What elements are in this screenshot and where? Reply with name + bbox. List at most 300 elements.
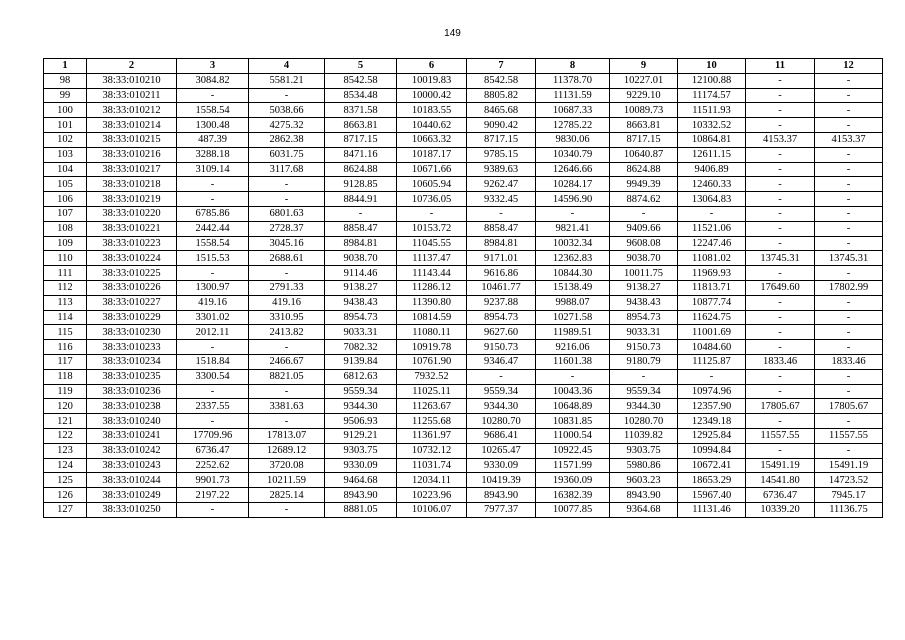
table-cell: 38:33:010226 bbox=[87, 280, 177, 295]
table-cell: 101 bbox=[44, 118, 87, 133]
table-body bbox=[44, 73, 883, 517]
column-header: 5 bbox=[325, 59, 397, 74]
table-row bbox=[44, 473, 883, 488]
table-cell: 3045.16 bbox=[249, 236, 325, 251]
table-row bbox=[44, 414, 883, 429]
table-cell: 38:33:010233 bbox=[87, 340, 177, 355]
table-cell: 10032.34 bbox=[536, 236, 610, 251]
table-cell: 9409.66 bbox=[610, 221, 678, 236]
column-header: 12 bbox=[815, 59, 883, 74]
table-cell: 12100.88 bbox=[678, 73, 746, 88]
column-header: 9 bbox=[610, 59, 678, 74]
table-cell: 10153.72 bbox=[397, 221, 467, 236]
table-cell: 1518.84 bbox=[177, 354, 249, 369]
table-cell: 9237.88 bbox=[467, 295, 536, 310]
table-cell: - bbox=[610, 369, 678, 384]
table-cell: 108 bbox=[44, 221, 87, 236]
table-cell: 12611.15 bbox=[678, 147, 746, 162]
table-cell: 3720.08 bbox=[249, 458, 325, 473]
table-cell: - bbox=[177, 266, 249, 281]
table-row bbox=[44, 132, 883, 147]
column-header: 6 bbox=[397, 59, 467, 74]
table-cell: - bbox=[678, 206, 746, 221]
table-cell: 11081.02 bbox=[678, 251, 746, 266]
table-cell: 102 bbox=[44, 132, 87, 147]
table-cell: 2197.22 bbox=[177, 488, 249, 503]
table-cell: 9506.93 bbox=[325, 414, 397, 429]
table-cell: 124 bbox=[44, 458, 87, 473]
table-cell: - bbox=[815, 266, 883, 281]
table-cell: 10732.12 bbox=[397, 443, 467, 458]
table-cell: 1558.54 bbox=[177, 236, 249, 251]
table-cell: 99 bbox=[44, 88, 87, 103]
table-cell: 13064.83 bbox=[678, 192, 746, 207]
table-cell: 19360.09 bbox=[536, 473, 610, 488]
table-cell: 17649.60 bbox=[746, 280, 815, 295]
table-cell: 11571.99 bbox=[536, 458, 610, 473]
table-cell: 11813.71 bbox=[678, 280, 746, 295]
table-cell: - bbox=[536, 206, 610, 221]
table-cell: 11131.46 bbox=[678, 502, 746, 517]
table-cell: 6801.63 bbox=[249, 206, 325, 221]
table-cell: - bbox=[815, 192, 883, 207]
table-cell: 2466.67 bbox=[249, 354, 325, 369]
table-cell: 104 bbox=[44, 162, 87, 177]
table-cell: 10265.47 bbox=[467, 443, 536, 458]
table-cell: 419.16 bbox=[249, 295, 325, 310]
table-cell: 8954.73 bbox=[467, 310, 536, 325]
table-cell: - bbox=[815, 103, 883, 118]
table-cell: 8465.68 bbox=[467, 103, 536, 118]
table-cell: 7082.32 bbox=[325, 340, 397, 355]
table-cell: 117 bbox=[44, 354, 87, 369]
table-cell: 15491.19 bbox=[815, 458, 883, 473]
table-row bbox=[44, 221, 883, 236]
table-cell: 5038.66 bbox=[249, 103, 325, 118]
table-cell: 8542.58 bbox=[325, 73, 397, 88]
table-cell: 1833.46 bbox=[746, 354, 815, 369]
table-row bbox=[44, 369, 883, 384]
table-cell: 38:33:010220 bbox=[87, 206, 177, 221]
table-cell: 9686.41 bbox=[467, 428, 536, 443]
table-cell: 9303.75 bbox=[610, 443, 678, 458]
table-cell: 11286.12 bbox=[397, 280, 467, 295]
column-header: 2 bbox=[87, 59, 177, 74]
table-cell: - bbox=[746, 147, 815, 162]
table-cell: 38:33:010230 bbox=[87, 325, 177, 340]
table-cell: 9330.09 bbox=[467, 458, 536, 473]
table-cell: - bbox=[746, 88, 815, 103]
table-cell: 10211.59 bbox=[249, 473, 325, 488]
table-cell: 10671.66 bbox=[397, 162, 467, 177]
table-cell: 8542.58 bbox=[467, 73, 536, 88]
table-cell: 10106.07 bbox=[397, 502, 467, 517]
table-cell: - bbox=[746, 295, 815, 310]
table-cell: 17805.67 bbox=[746, 399, 815, 414]
table-cell: 2442.44 bbox=[177, 221, 249, 236]
table-cell: - bbox=[177, 88, 249, 103]
table-cell: 38:33:010238 bbox=[87, 399, 177, 414]
table-cell: 15967.40 bbox=[678, 488, 746, 503]
column-header: 11 bbox=[746, 59, 815, 74]
table-cell: 11174.57 bbox=[678, 88, 746, 103]
table-cell: - bbox=[746, 414, 815, 429]
table-cell: - bbox=[746, 266, 815, 281]
table-row bbox=[44, 384, 883, 399]
table-cell: 3300.54 bbox=[177, 369, 249, 384]
table-cell: 10736.05 bbox=[397, 192, 467, 207]
table-cell: 38:33:010249 bbox=[87, 488, 177, 503]
data-table bbox=[43, 58, 883, 518]
table-cell: 9180.79 bbox=[610, 354, 678, 369]
table-cell: 10280.70 bbox=[610, 414, 678, 429]
table-cell: 38:33:010229 bbox=[87, 310, 177, 325]
table-cell: 8471.16 bbox=[325, 147, 397, 162]
table-cell: 9830.06 bbox=[536, 132, 610, 147]
table-cell: 17805.67 bbox=[815, 399, 883, 414]
table-cell: - bbox=[746, 73, 815, 88]
table-cell: - bbox=[815, 295, 883, 310]
table-cell: 10663.32 bbox=[397, 132, 467, 147]
table-cell: 11000.54 bbox=[536, 428, 610, 443]
column-header: 4 bbox=[249, 59, 325, 74]
table-cell: 2012.11 bbox=[177, 325, 249, 340]
table-cell: 10994.84 bbox=[678, 443, 746, 458]
table-row bbox=[44, 399, 883, 414]
table-cell: - bbox=[249, 384, 325, 399]
table-cell: 7932.52 bbox=[397, 369, 467, 384]
table-cell: 9229.10 bbox=[610, 88, 678, 103]
table-cell: 8943.90 bbox=[610, 488, 678, 503]
table-cell: 487.39 bbox=[177, 132, 249, 147]
table-cell: - bbox=[815, 88, 883, 103]
table-cell: 10814.59 bbox=[397, 310, 467, 325]
table-cell: 5980.86 bbox=[610, 458, 678, 473]
table-cell: - bbox=[815, 414, 883, 429]
table-cell: 10461.77 bbox=[467, 280, 536, 295]
column-header: 3 bbox=[177, 59, 249, 74]
table-cell: 13745.31 bbox=[815, 251, 883, 266]
table-cell: 11136.75 bbox=[815, 502, 883, 517]
table-row bbox=[44, 295, 883, 310]
table-cell: 120 bbox=[44, 399, 87, 414]
table-cell: 111 bbox=[44, 266, 87, 281]
table-row bbox=[44, 428, 883, 443]
table-row bbox=[44, 354, 883, 369]
table-cell: 121 bbox=[44, 414, 87, 429]
table-cell: 9464.68 bbox=[325, 473, 397, 488]
table-cell: 9559.34 bbox=[325, 384, 397, 399]
table-cell: - bbox=[249, 88, 325, 103]
table-cell: 9150.73 bbox=[610, 340, 678, 355]
table-row bbox=[44, 325, 883, 340]
table-cell: 6812.63 bbox=[325, 369, 397, 384]
table-cell: 105 bbox=[44, 177, 87, 192]
table-cell: 8624.88 bbox=[610, 162, 678, 177]
table-cell: 11263.67 bbox=[397, 399, 467, 414]
table-cell: - bbox=[746, 384, 815, 399]
table-cell: 3288.18 bbox=[177, 147, 249, 162]
page-number: 149 bbox=[444, 28, 461, 39]
table-cell: 10640.87 bbox=[610, 147, 678, 162]
table-cell: 109 bbox=[44, 236, 87, 251]
table-cell: - bbox=[815, 325, 883, 340]
table-cell: 10284.17 bbox=[536, 177, 610, 192]
table-cell: 11624.75 bbox=[678, 310, 746, 325]
table-cell: 11125.87 bbox=[678, 354, 746, 369]
table-cell: 10089.73 bbox=[610, 103, 678, 118]
table-cell: 9821.41 bbox=[536, 221, 610, 236]
table-cell: 10340.79 bbox=[536, 147, 610, 162]
table-cell: 8805.82 bbox=[467, 88, 536, 103]
table-cell: - bbox=[467, 369, 536, 384]
table-cell: - bbox=[249, 340, 325, 355]
table-cell: 9438.43 bbox=[610, 295, 678, 310]
table-cell: 10844.30 bbox=[536, 266, 610, 281]
table-cell: 3117.68 bbox=[249, 162, 325, 177]
table-cell: 12689.12 bbox=[249, 443, 325, 458]
table-cell: 3381.63 bbox=[249, 399, 325, 414]
table-cell: 11378.70 bbox=[536, 73, 610, 88]
table-cell: 11969.93 bbox=[678, 266, 746, 281]
table-row bbox=[44, 488, 883, 503]
table-cell: 123 bbox=[44, 443, 87, 458]
table-cell: 38:33:010241 bbox=[87, 428, 177, 443]
table-cell: 7977.37 bbox=[467, 502, 536, 517]
table-cell: 10339.20 bbox=[746, 502, 815, 517]
table-cell: 38:33:010243 bbox=[87, 458, 177, 473]
table-cell: 38:33:010234 bbox=[87, 354, 177, 369]
table-cell: - bbox=[177, 192, 249, 207]
table-cell: - bbox=[678, 369, 746, 384]
table-cell: 10280.70 bbox=[467, 414, 536, 429]
table-cell: 38:33:010211 bbox=[87, 88, 177, 103]
table-cell: 3301.02 bbox=[177, 310, 249, 325]
table-cell: 8624.88 bbox=[325, 162, 397, 177]
table-cell: - bbox=[177, 384, 249, 399]
table-cell: 9901.73 bbox=[177, 473, 249, 488]
table-cell: 38:33:010224 bbox=[87, 251, 177, 266]
table-cell: - bbox=[177, 340, 249, 355]
table-cell: - bbox=[815, 162, 883, 177]
table-cell: 112 bbox=[44, 280, 87, 295]
table-cell: 9033.31 bbox=[610, 325, 678, 340]
table-cell: 10440.62 bbox=[397, 118, 467, 133]
table-cell: 2413.82 bbox=[249, 325, 325, 340]
table-cell: 10974.96 bbox=[678, 384, 746, 399]
table-cell: 11080.11 bbox=[397, 325, 467, 340]
table-cell: 14541.80 bbox=[746, 473, 815, 488]
table-cell: 10877.74 bbox=[678, 295, 746, 310]
table-cell: 9785.15 bbox=[467, 147, 536, 162]
table-cell: 17802.99 bbox=[815, 280, 883, 295]
table-cell: 12362.83 bbox=[536, 251, 610, 266]
table-cell: 8717.15 bbox=[610, 132, 678, 147]
table-cell: 2728.37 bbox=[249, 221, 325, 236]
table-cell: 8534.48 bbox=[325, 88, 397, 103]
table-cell: - bbox=[746, 206, 815, 221]
table-cell: 11557.55 bbox=[746, 428, 815, 443]
table-cell: - bbox=[610, 206, 678, 221]
table-cell: 12247.46 bbox=[678, 236, 746, 251]
table-cell: - bbox=[249, 177, 325, 192]
table-cell: 9559.34 bbox=[467, 384, 536, 399]
table-cell: 14723.52 bbox=[815, 473, 883, 488]
table-cell: 12785.22 bbox=[536, 118, 610, 133]
table-cell: 38:33:010250 bbox=[87, 502, 177, 517]
table-cell: 9138.27 bbox=[325, 280, 397, 295]
table-cell: 9332.45 bbox=[467, 192, 536, 207]
table-row bbox=[44, 206, 883, 221]
table-cell: 18653.29 bbox=[678, 473, 746, 488]
table-cell: 9038.70 bbox=[610, 251, 678, 266]
table-cell: 11137.47 bbox=[397, 251, 467, 266]
table-cell: 103 bbox=[44, 147, 87, 162]
table-cell: - bbox=[177, 414, 249, 429]
table-row bbox=[44, 103, 883, 118]
table-cell: - bbox=[815, 177, 883, 192]
table-cell: 125 bbox=[44, 473, 87, 488]
table-cell: 100 bbox=[44, 103, 87, 118]
table-row bbox=[44, 147, 883, 162]
table-cell: - bbox=[815, 221, 883, 236]
table-cell: - bbox=[177, 177, 249, 192]
table-cell: 9129.21 bbox=[325, 428, 397, 443]
table-cell: 11557.55 bbox=[815, 428, 883, 443]
table-cell: 9627.60 bbox=[467, 325, 536, 340]
table-cell: - bbox=[397, 206, 467, 221]
table-cell: 2688.61 bbox=[249, 251, 325, 266]
table-cell: 9114.46 bbox=[325, 266, 397, 281]
table-cell: 8663.81 bbox=[610, 118, 678, 133]
table-cell: 8984.81 bbox=[467, 236, 536, 251]
table-cell: 12034.11 bbox=[397, 473, 467, 488]
table-cell: 9603.23 bbox=[610, 473, 678, 488]
table-cell: 1300.48 bbox=[177, 118, 249, 133]
table-row bbox=[44, 177, 883, 192]
table-row bbox=[44, 280, 883, 295]
table-cell: 14596.90 bbox=[536, 192, 610, 207]
table-cell: 8954.73 bbox=[325, 310, 397, 325]
table-cell: 10672.41 bbox=[678, 458, 746, 473]
table-cell: 126 bbox=[44, 488, 87, 503]
table-cell: 8371.58 bbox=[325, 103, 397, 118]
table-cell: 10484.60 bbox=[678, 340, 746, 355]
table-cell: - bbox=[467, 206, 536, 221]
table-cell: 13745.31 bbox=[746, 251, 815, 266]
table-cell: 4153.37 bbox=[746, 132, 815, 147]
table-cell: 419.16 bbox=[177, 295, 249, 310]
column-header: 10 bbox=[678, 59, 746, 74]
table-cell: 9364.68 bbox=[610, 502, 678, 517]
table-cell: 38:33:010217 bbox=[87, 162, 177, 177]
table-row bbox=[44, 118, 883, 133]
table-cell: 9344.30 bbox=[325, 399, 397, 414]
table-cell: 38:33:010227 bbox=[87, 295, 177, 310]
table-cell: - bbox=[815, 340, 883, 355]
table-cell: 8844.91 bbox=[325, 192, 397, 207]
table-cell: 8984.81 bbox=[325, 236, 397, 251]
table-cell: 9033.31 bbox=[325, 325, 397, 340]
table-cell: - bbox=[746, 443, 815, 458]
column-header: 8 bbox=[536, 59, 610, 74]
table-cell: 9216.06 bbox=[536, 340, 610, 355]
table-cell: 11039.82 bbox=[610, 428, 678, 443]
table-cell: 38:33:010225 bbox=[87, 266, 177, 281]
table-cell: 9616.86 bbox=[467, 266, 536, 281]
table-cell: 2791.33 bbox=[249, 280, 325, 295]
table-cell: 8821.05 bbox=[249, 369, 325, 384]
table-cell: 38:33:010210 bbox=[87, 73, 177, 88]
table-cell: 10864.81 bbox=[678, 132, 746, 147]
table-cell: 10043.36 bbox=[536, 384, 610, 399]
table-cell: 9128.85 bbox=[325, 177, 397, 192]
table-cell: 4275.32 bbox=[249, 118, 325, 133]
table-cell: 10605.94 bbox=[397, 177, 467, 192]
table-cell: 38:33:010223 bbox=[87, 236, 177, 251]
table-cell: 10227.01 bbox=[610, 73, 678, 88]
table-cell: - bbox=[746, 162, 815, 177]
table-cell: 38:33:010216 bbox=[87, 147, 177, 162]
table-cell: - bbox=[249, 414, 325, 429]
table-cell: 8858.47 bbox=[325, 221, 397, 236]
table-cell: 10000.42 bbox=[397, 88, 467, 103]
table-cell: - bbox=[815, 73, 883, 88]
table-cell: 38:33:010219 bbox=[87, 192, 177, 207]
table-cell: 11045.55 bbox=[397, 236, 467, 251]
table-cell: - bbox=[746, 236, 815, 251]
table-header-row bbox=[44, 59, 883, 74]
table-cell: - bbox=[746, 369, 815, 384]
table-cell: 3109.14 bbox=[177, 162, 249, 177]
table-cell: 6736.47 bbox=[746, 488, 815, 503]
table-cell: 11989.51 bbox=[536, 325, 610, 340]
table-cell: 10761.90 bbox=[397, 354, 467, 369]
table-cell: 3084.82 bbox=[177, 73, 249, 88]
table-cell: 7945.17 bbox=[815, 488, 883, 503]
table-cell: 8881.05 bbox=[325, 502, 397, 517]
table-cell: 11601.38 bbox=[536, 354, 610, 369]
column-header: 7 bbox=[467, 59, 536, 74]
table-cell: 9139.84 bbox=[325, 354, 397, 369]
table-row bbox=[44, 310, 883, 325]
table-cell: 2337.55 bbox=[177, 399, 249, 414]
table-cell: 9389.63 bbox=[467, 162, 536, 177]
data-table-container bbox=[43, 58, 882, 518]
table-cell: 11511.93 bbox=[678, 103, 746, 118]
table-cell: 38:33:010235 bbox=[87, 369, 177, 384]
table-cell: 10019.83 bbox=[397, 73, 467, 88]
table-cell: 10183.55 bbox=[397, 103, 467, 118]
table-cell: 38:33:010221 bbox=[87, 221, 177, 236]
table-row bbox=[44, 340, 883, 355]
table-cell: 16382.39 bbox=[536, 488, 610, 503]
table-cell: 11031.74 bbox=[397, 458, 467, 473]
table-cell: 9344.30 bbox=[467, 399, 536, 414]
table-cell: 8717.15 bbox=[325, 132, 397, 147]
table-cell: 6785.86 bbox=[177, 206, 249, 221]
table-cell: - bbox=[815, 147, 883, 162]
table-cell: 1515.53 bbox=[177, 251, 249, 266]
table-cell: 11255.68 bbox=[397, 414, 467, 429]
table-row bbox=[44, 88, 883, 103]
table-cell: - bbox=[815, 310, 883, 325]
table-cell: 12357.90 bbox=[678, 399, 746, 414]
table-row bbox=[44, 266, 883, 281]
table-cell: 9559.34 bbox=[610, 384, 678, 399]
table-cell: 12460.33 bbox=[678, 177, 746, 192]
table-cell: - bbox=[815, 384, 883, 399]
